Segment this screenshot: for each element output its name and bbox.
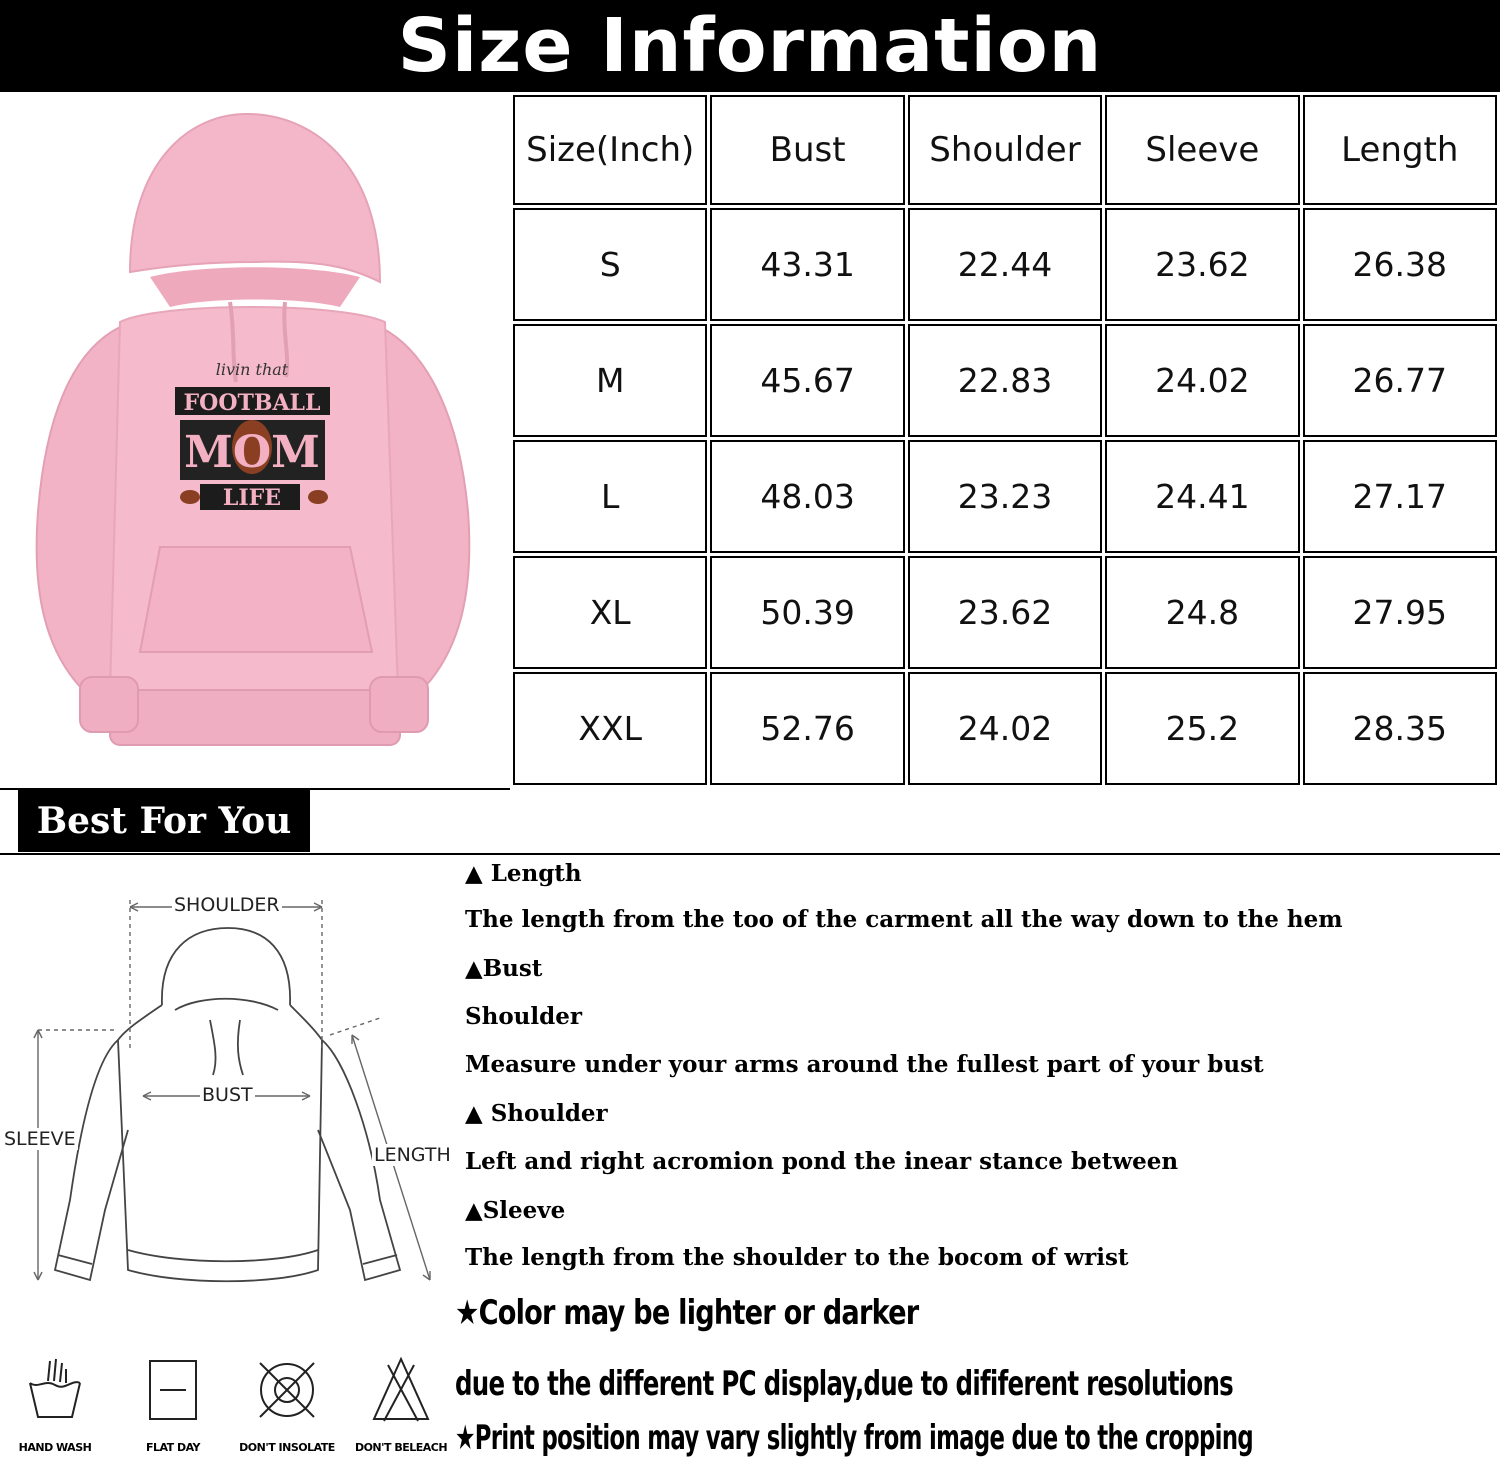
bust-cell: 48.03 — [710, 440, 904, 553]
column-header-sleeve: Sleeve — [1105, 95, 1299, 205]
table-row — [513, 440, 1497, 553]
do-not-insolate-icon — [252, 1355, 322, 1425]
table-row — [513, 556, 1497, 669]
print-line-3: MOM — [184, 427, 320, 478]
print-line-2: FOOTBALL — [183, 390, 321, 416]
column-header-shoulder: Shoulder — [908, 95, 1102, 205]
size-cell: XXL — [513, 672, 707, 785]
care-label-flat-dry: FLAT DAY — [145, 1441, 201, 1454]
size-cell: S — [513, 208, 707, 321]
shoulder-heading: ▲ Shoulder — [465, 1100, 608, 1127]
care-hand-wash — [0, 1355, 110, 1463]
column-header-length: Length — [1303, 95, 1497, 205]
flat-dry-icon — [138, 1355, 208, 1425]
sleeve-label: SLEEVE — [4, 1128, 76, 1150]
size-cell: M — [513, 324, 707, 437]
section-divider — [0, 853, 1500, 855]
table-row — [513, 208, 1497, 321]
bust-label: BUST — [202, 1084, 253, 1106]
length-description: The length from the too of the carment all the way down to the hem — [465, 906, 1343, 933]
sleeve-cell: 24.02 — [1105, 324, 1299, 437]
shoulder-cell: 23.62 — [908, 556, 1102, 669]
bust-cell: 52.76 — [710, 672, 904, 785]
sleeve-description: The length from the shoulder to the bocom of wrist — [465, 1244, 1129, 1271]
sleeve-cell: 24.41 — [1105, 440, 1299, 553]
bust-subheading: Shoulder — [465, 1003, 582, 1030]
table-row — [513, 672, 1497, 785]
length-cell: 26.38 — [1303, 208, 1497, 321]
bust-cell: 45.67 — [710, 324, 904, 437]
measurement-diagram — [0, 870, 455, 1340]
shoulder-cell: 23.23 — [908, 440, 1102, 553]
color-note: ★Color may be lighter or darker — [455, 1293, 919, 1333]
length-cell: 27.17 — [1303, 440, 1497, 553]
print-line-4: LIFE — [222, 485, 282, 511]
length-cell: 27.95 — [1303, 556, 1497, 669]
size-cell: XL — [513, 556, 707, 669]
bust-description: Measure under your arms around the fullest part of your bust — [465, 1051, 1264, 1078]
pink-hoodie-illustration — [0, 92, 510, 788]
shoulder-label: SHOULDER — [174, 894, 280, 916]
section-label: Best For You — [36, 800, 292, 842]
length-cell: 26.77 — [1303, 324, 1497, 437]
shoulder-cell: 22.44 — [908, 208, 1102, 321]
do-not-bleach-icon — [366, 1355, 436, 1425]
length-heading: ▲ Length — [465, 860, 582, 887]
sleeve-cell: 23.62 — [1105, 208, 1299, 321]
print-position-note: ★Print position may vary slightly from image due to the cropping — [455, 1418, 1254, 1458]
bust-cell: 50.39 — [710, 556, 904, 669]
care-label-do-not-bleach: DON'T BELEACH — [354, 1441, 448, 1454]
size-table — [510, 92, 1500, 788]
bust-heading: ▲Bust — [465, 955, 543, 982]
column-header-bust: Bust — [710, 95, 904, 205]
display-note: due to the different PC display,due to dififerent resolutions — [455, 1364, 1234, 1404]
shoulder-description: Left and right acromion pond the inear stance between — [465, 1148, 1179, 1175]
sleeve-cell: 24.8 — [1105, 556, 1299, 669]
care-do-not-insolate — [232, 1355, 342, 1463]
care-label-hand-wash: HAND WASH — [18, 1441, 92, 1454]
table-header-row — [513, 95, 1497, 205]
sleeve-cell: 25.2 — [1105, 672, 1299, 785]
length-label: LENGTH — [374, 1144, 451, 1166]
care-label-do-not-insolate: DON'T INSOLATE — [239, 1441, 335, 1454]
print-line-1: livin that — [215, 360, 289, 379]
care-flat-dry — [118, 1355, 228, 1463]
shoulder-cell: 24.02 — [908, 672, 1102, 785]
page-title: Size Information — [397, 3, 1103, 89]
table-row — [513, 324, 1497, 437]
product-photo — [0, 92, 510, 788]
shoulder-cell: 22.83 — [908, 324, 1102, 437]
size-cell: L — [513, 440, 707, 553]
length-cell: 28.35 — [1303, 672, 1497, 785]
column-header-size: Size(Inch) — [513, 95, 707, 205]
hand-wash-icon — [20, 1355, 90, 1425]
sleeve-heading: ▲Sleeve — [465, 1197, 566, 1224]
care-do-not-bleach — [346, 1355, 456, 1463]
bust-cell: 43.31 — [710, 208, 904, 321]
